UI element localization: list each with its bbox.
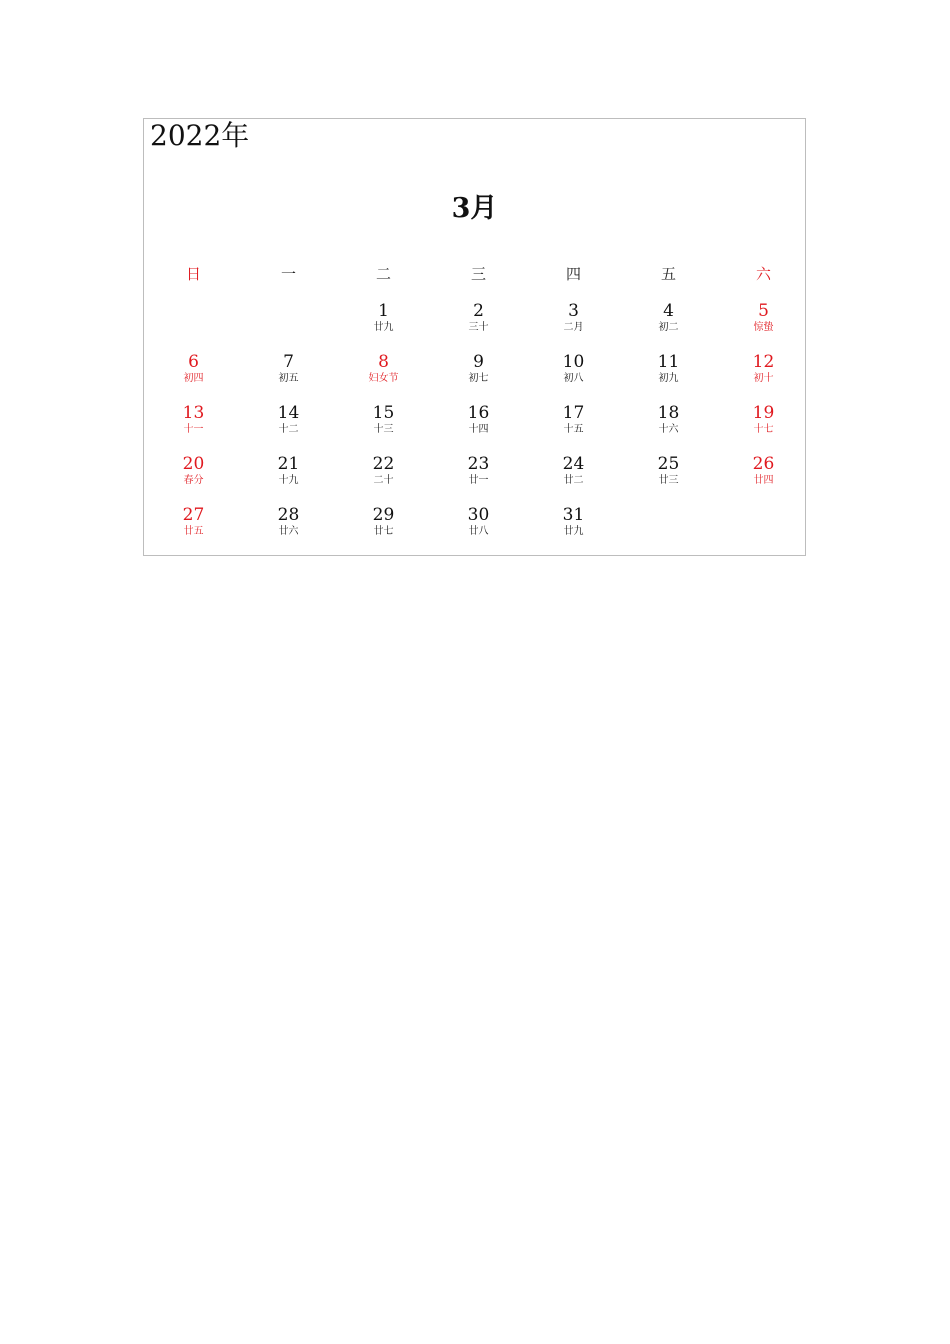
lunar-date: 初十	[753, 373, 774, 384]
day-cell	[526, 454, 621, 505]
day-cell	[336, 352, 431, 403]
lunar-date: 十五	[563, 424, 584, 435]
lunar-date: 廿四	[753, 475, 774, 486]
weekday-label: 四	[565, 265, 581, 283]
day-number: 3	[568, 301, 579, 321]
day-cell	[526, 505, 621, 556]
day-number: 29	[372, 505, 395, 525]
day-cell	[621, 403, 716, 454]
day-cell	[241, 352, 336, 403]
day-number: 19	[752, 403, 775, 423]
day-number: 20	[182, 454, 205, 474]
empty-cell	[146, 301, 241, 352]
day-cell	[336, 301, 431, 352]
day-number: 21	[277, 454, 300, 474]
day-cell	[146, 505, 241, 556]
lunar-date: 十六	[658, 424, 679, 435]
lunar-date: 廿六	[278, 526, 299, 537]
day-number: 27	[182, 505, 205, 525]
day-number: 15	[372, 403, 395, 423]
day-number: 22	[372, 454, 395, 474]
day-number: 5	[758, 301, 769, 321]
day-cell	[336, 403, 431, 454]
lunar-date: 初二	[658, 322, 679, 333]
lunar-date: 初八	[563, 373, 584, 384]
weekday-label: 日	[185, 265, 201, 283]
day-number: 7	[283, 352, 294, 372]
day-cell	[621, 352, 716, 403]
lunar-date: 十二	[278, 424, 299, 435]
day-cell	[526, 352, 621, 403]
day-cell	[241, 505, 336, 556]
day-cell	[146, 352, 241, 403]
lunar-date: 惊蛰	[753, 322, 774, 333]
day-number: 12	[752, 352, 775, 372]
lunar-date: 初五	[278, 373, 299, 384]
day-number: 28	[277, 505, 300, 525]
day-number: 13	[182, 403, 205, 423]
lunar-date: 廿一	[468, 475, 489, 486]
lunar-date: 廿八	[468, 526, 489, 537]
lunar-date: 廿七	[373, 526, 394, 537]
day-number: 4	[663, 301, 674, 321]
calendar-sheet	[143, 118, 806, 556]
day-number: 6	[188, 352, 199, 372]
day-cell	[146, 403, 241, 454]
day-number: 26	[752, 454, 775, 474]
day-number: 11	[657, 352, 680, 372]
day-cell	[621, 454, 716, 505]
day-cell	[526, 301, 621, 352]
day-cell	[526, 403, 621, 454]
lunar-date: 初七	[468, 373, 489, 384]
day-cell	[716, 403, 811, 454]
day-cell	[716, 301, 811, 352]
weekday-label: 五	[660, 265, 676, 283]
lunar-date: 廿三	[658, 475, 679, 486]
lunar-date: 十七	[753, 424, 774, 435]
lunar-date: 十三	[373, 424, 394, 435]
lunar-date: 十九	[278, 475, 299, 486]
lunar-date: 廿九	[563, 526, 584, 537]
day-cell	[431, 505, 526, 556]
day-number: 31	[562, 505, 585, 525]
day-number: 30	[467, 505, 490, 525]
weekday-label: 一	[280, 265, 296, 283]
weekday-label: 六	[755, 265, 771, 283]
day-cell	[241, 454, 336, 505]
lunar-date: 三十	[468, 322, 489, 333]
lunar-date: 二月	[563, 322, 584, 333]
day-cell	[431, 352, 526, 403]
day-number: 14	[277, 403, 300, 423]
lunar-date: 春分	[183, 475, 204, 486]
day-cell	[431, 403, 526, 454]
lunar-date: 廿九	[373, 322, 394, 333]
day-number: 18	[657, 403, 680, 423]
day-number: 10	[562, 352, 585, 372]
weekday-label: 二	[375, 265, 391, 283]
year-title: 2022年	[150, 119, 250, 152]
weekday-header-row	[146, 265, 811, 283]
day-cell	[621, 301, 716, 352]
day-number: 16	[467, 403, 490, 423]
lunar-date: 十四	[468, 424, 489, 435]
lunar-date: 十一	[183, 424, 204, 435]
day-number: 24	[562, 454, 585, 474]
empty-cell	[241, 301, 336, 352]
day-number: 8	[378, 352, 389, 372]
day-number: 25	[657, 454, 680, 474]
lunar-date: 初九	[658, 373, 679, 384]
day-number: 2	[473, 301, 484, 321]
day-grid	[146, 301, 811, 556]
day-cell	[241, 403, 336, 454]
lunar-date: 廿五	[183, 526, 204, 537]
lunar-date: 初四	[183, 373, 204, 384]
day-cell	[431, 301, 526, 352]
lunar-date: 二十	[373, 475, 394, 486]
day-number: 17	[562, 403, 585, 423]
lunar-date: 妇女节	[368, 373, 399, 384]
day-number: 1	[378, 301, 389, 321]
day-cell	[146, 454, 241, 505]
day-number: 23	[467, 454, 490, 474]
day-cell	[716, 352, 811, 403]
day-cell	[716, 454, 811, 505]
day-cell	[336, 505, 431, 556]
lunar-date: 廿二	[563, 475, 584, 486]
day-cell	[336, 454, 431, 505]
day-cell	[431, 454, 526, 505]
month-title: 3月	[451, 193, 498, 224]
day-number: 9	[473, 352, 484, 372]
weekday-label: 三	[470, 265, 486, 283]
